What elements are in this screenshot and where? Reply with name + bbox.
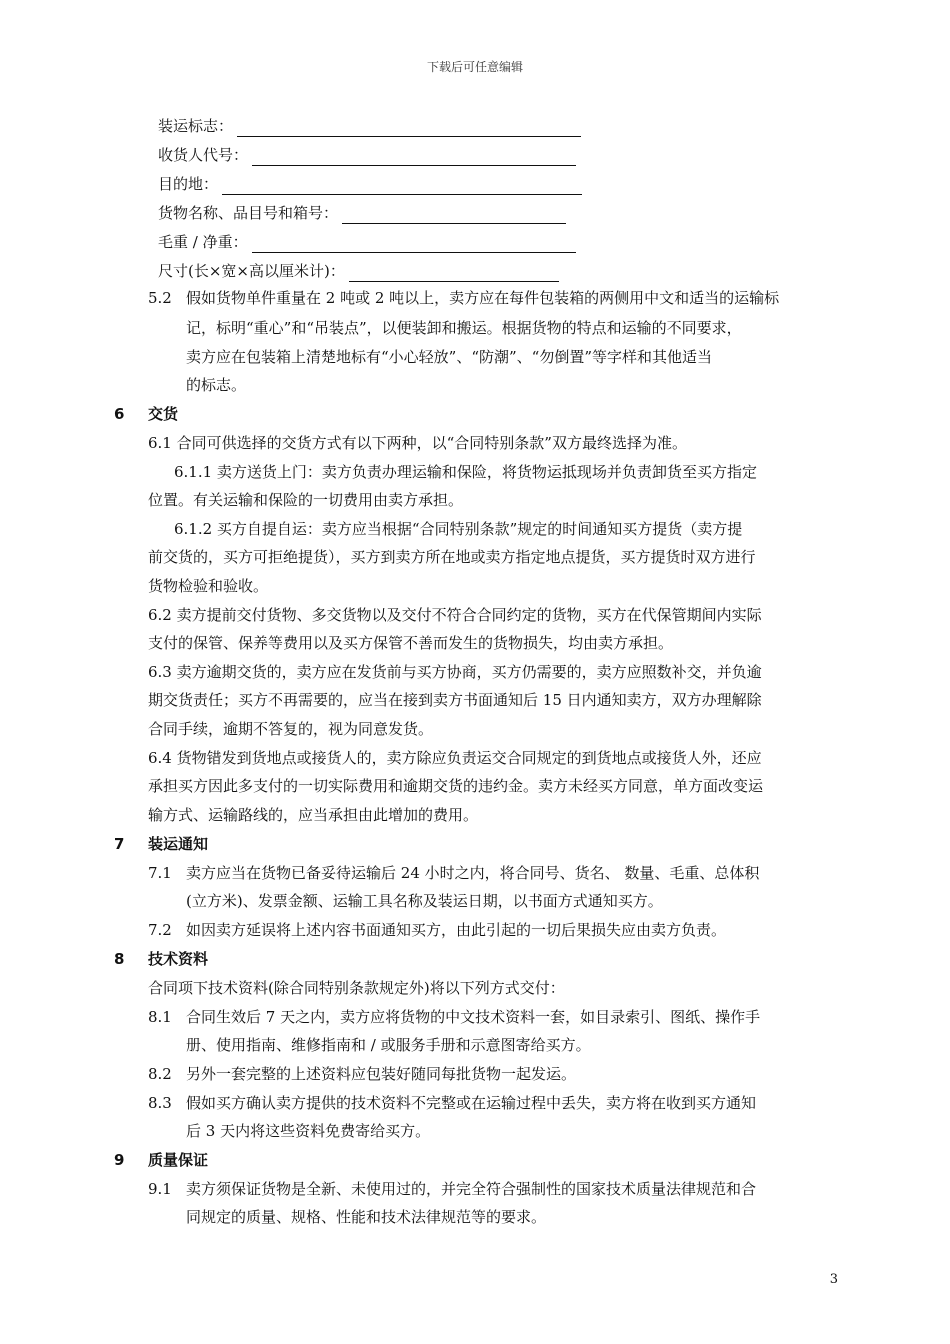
field-shipping-mark — [158, 115, 581, 137]
section-number: 9 — [114, 1151, 125, 1169]
blank-line — [237, 121, 581, 137]
clause-8-1-line-1: 合同生效后 7 天之内，卖方应将货物的中文技术资料一套，如目录索引、图纸、操作手 — [186, 1008, 761, 1026]
clause-6-1: 6.1 合同可供选择的交货方式有以下两种，以“合同特别条款”双方最终选择为准。 — [148, 434, 687, 452]
blank-line — [342, 208, 566, 224]
clause-number: 8.2 — [148, 1065, 172, 1083]
section-title: 装运通知 — [148, 835, 209, 853]
clause-6-4-line-1: 6.4 货物错发到货地点或接货人的，卖方除应负责运交合同规定的到货地点或接货人外，还应 — [148, 749, 762, 767]
clause-6-3-line-1: 6.3 卖方逾期交货的，卖方应在发货前与买方协商，买方仍需要的，卖方应照数补交，并负逾 — [148, 663, 762, 681]
clause-6-1-1-line-2: 位置。有关运输和保险的一切费用由卖方承担。 — [148, 491, 464, 509]
blank-line — [349, 266, 559, 282]
clause-6-4-line-3: 输方式、运输路线的，应当承担由此增加的费用。 — [148, 806, 479, 824]
clause-5-2-line-3: 卖方应在包装箱上清楚地标有“小心轻放”、“防潮”、“勿倒置”等字样和其他适当 — [186, 348, 713, 366]
field-label: 目的地： — [158, 175, 219, 193]
section-title: 交货 — [148, 405, 179, 423]
clause-9-1-line-2: 同规定的质量、规格、性能和技术法律规范等的要求。 — [186, 1208, 547, 1226]
field-destination — [158, 173, 582, 195]
clause-6-1-1-line-1: 6.1.1 卖方送货上门：卖方负责办理运输和保险，将货物运抵现场并负责卸货至买方指定 — [174, 463, 757, 481]
clause-6-1-2-line-1: 6.1.2 买方自提自运：卖方应当根据“合同特别条款”规定的时间通知买方提货（卖方提 — [174, 520, 743, 538]
field-consignee-code — [158, 144, 576, 166]
clause-number: 7.1 — [148, 864, 172, 882]
page-header: 下载后可任意编辑 — [426, 60, 523, 74]
clause-number: 8.3 — [148, 1094, 172, 1112]
section-number: 7 — [114, 835, 125, 853]
field-label: 尺寸(长×宽×高以厘米计)： — [158, 262, 345, 280]
clause-6-2-line-1: 6.2 卖方提前交付货物、多交货物以及交付不符合合同约定的货物，买方在代保管期间内实际 — [148, 606, 762, 624]
clause-number: 7.2 — [148, 921, 172, 939]
clause-8-3-line-2: 后 3 天内将这些资料免费寄给买方。 — [186, 1122, 431, 1140]
clause-7-1-line-2: (立方米)、发票金额、运输工具名称及装运日期，以书面方式通知买方。 — [186, 892, 663, 910]
section-number: 6 — [114, 405, 125, 423]
clause-5-2-line-4: 的标志。 — [186, 376, 247, 394]
blank-line — [222, 179, 582, 195]
clause-6-1-2-line-3: 货物检验和验收。 — [148, 577, 269, 595]
clause-7-2: 如因卖方延误将上述内容书面通知买方，由此引起的一切后果损失应由卖方负责。 — [186, 921, 727, 939]
clause-6-1-2-line-2: 前交货的，买方可拒绝提货），买方到卖方所在地或卖方指定地点提货，买方提货时双方进行 — [148, 548, 756, 566]
clause-8-1-line-2: 册、使用指南、维修指南和 / 或服务手册和示意图寄给买方。 — [186, 1036, 591, 1054]
clause-5-2-line-1: 假如货物单件重量在 2 吨或 2 吨以上，卖方应在每件包装箱的两侧用中文和适当的运输标 — [186, 289, 780, 307]
clause-6-2-line-2: 支付的保管、保养等费用以及买方保管不善而发生的货物损失，均由卖方承担。 — [148, 634, 674, 652]
clause-6-4-line-2: 承担买方因此多支付的一切实际费用和逾期交货的违约金。卖方未经买方同意，单方面改变运 — [148, 777, 764, 795]
page-number: 3 — [829, 1272, 838, 1287]
field-label: 货物名称、品目号和箱号： — [158, 204, 339, 222]
clause-number: 5.2 — [148, 289, 172, 307]
clause-8-intro: 合同项下技术资料(除合同特别条款规定外)将以下列方式交付： — [148, 979, 565, 997]
clause-5-2-line-2: 记，标明“重心”和“吊装点”，以便装卸和搬运。根据货物的特点和运输的不同要求， — [186, 319, 742, 337]
clause-8-2: 另外一套完整的上述资料应包装好随同每批货物一起发运。 — [186, 1065, 577, 1083]
field-dimensions — [158, 260, 559, 282]
blank-line — [252, 237, 576, 253]
field-label: 收货人代号： — [158, 146, 249, 164]
field-weight — [158, 231, 576, 253]
clause-6-3-line-2: 期交货责任；买方不再需要的，应当在接到卖方书面通知后 15 日内通知卖方，双方办理解除 — [148, 691, 762, 709]
clause-9-1-line-1: 卖方须保证货物是全新、未使用过的，并完全符合强制性的国家技术质量法律规范和合 — [186, 1180, 757, 1198]
clause-6-3-line-3: 合同手续，逾期不答复的，视为同意发货。 — [148, 720, 434, 738]
clause-number: 9.1 — [148, 1180, 172, 1198]
clause-8-3-line-1: 假如买方确认卖方提供的技术资料不完整或在运输过程中丢失，卖方将在收到买方通知 — [186, 1094, 757, 1112]
blank-line — [252, 150, 576, 166]
section-title: 技术资料 — [148, 950, 209, 968]
field-goods-name — [158, 202, 566, 224]
clause-number: 8.1 — [148, 1008, 172, 1026]
clause-7-1-line-1: 卖方应当在货物已备妥待运输后 24 小时之内，将合同号、货名、 数量、毛重、总体积 — [186, 864, 760, 882]
section-title: 质量保证 — [148, 1151, 209, 1169]
field-label: 装运标志： — [158, 117, 234, 135]
field-label: 毛重 / 净重： — [158, 233, 248, 251]
section-number: 8 — [114, 950, 125, 968]
